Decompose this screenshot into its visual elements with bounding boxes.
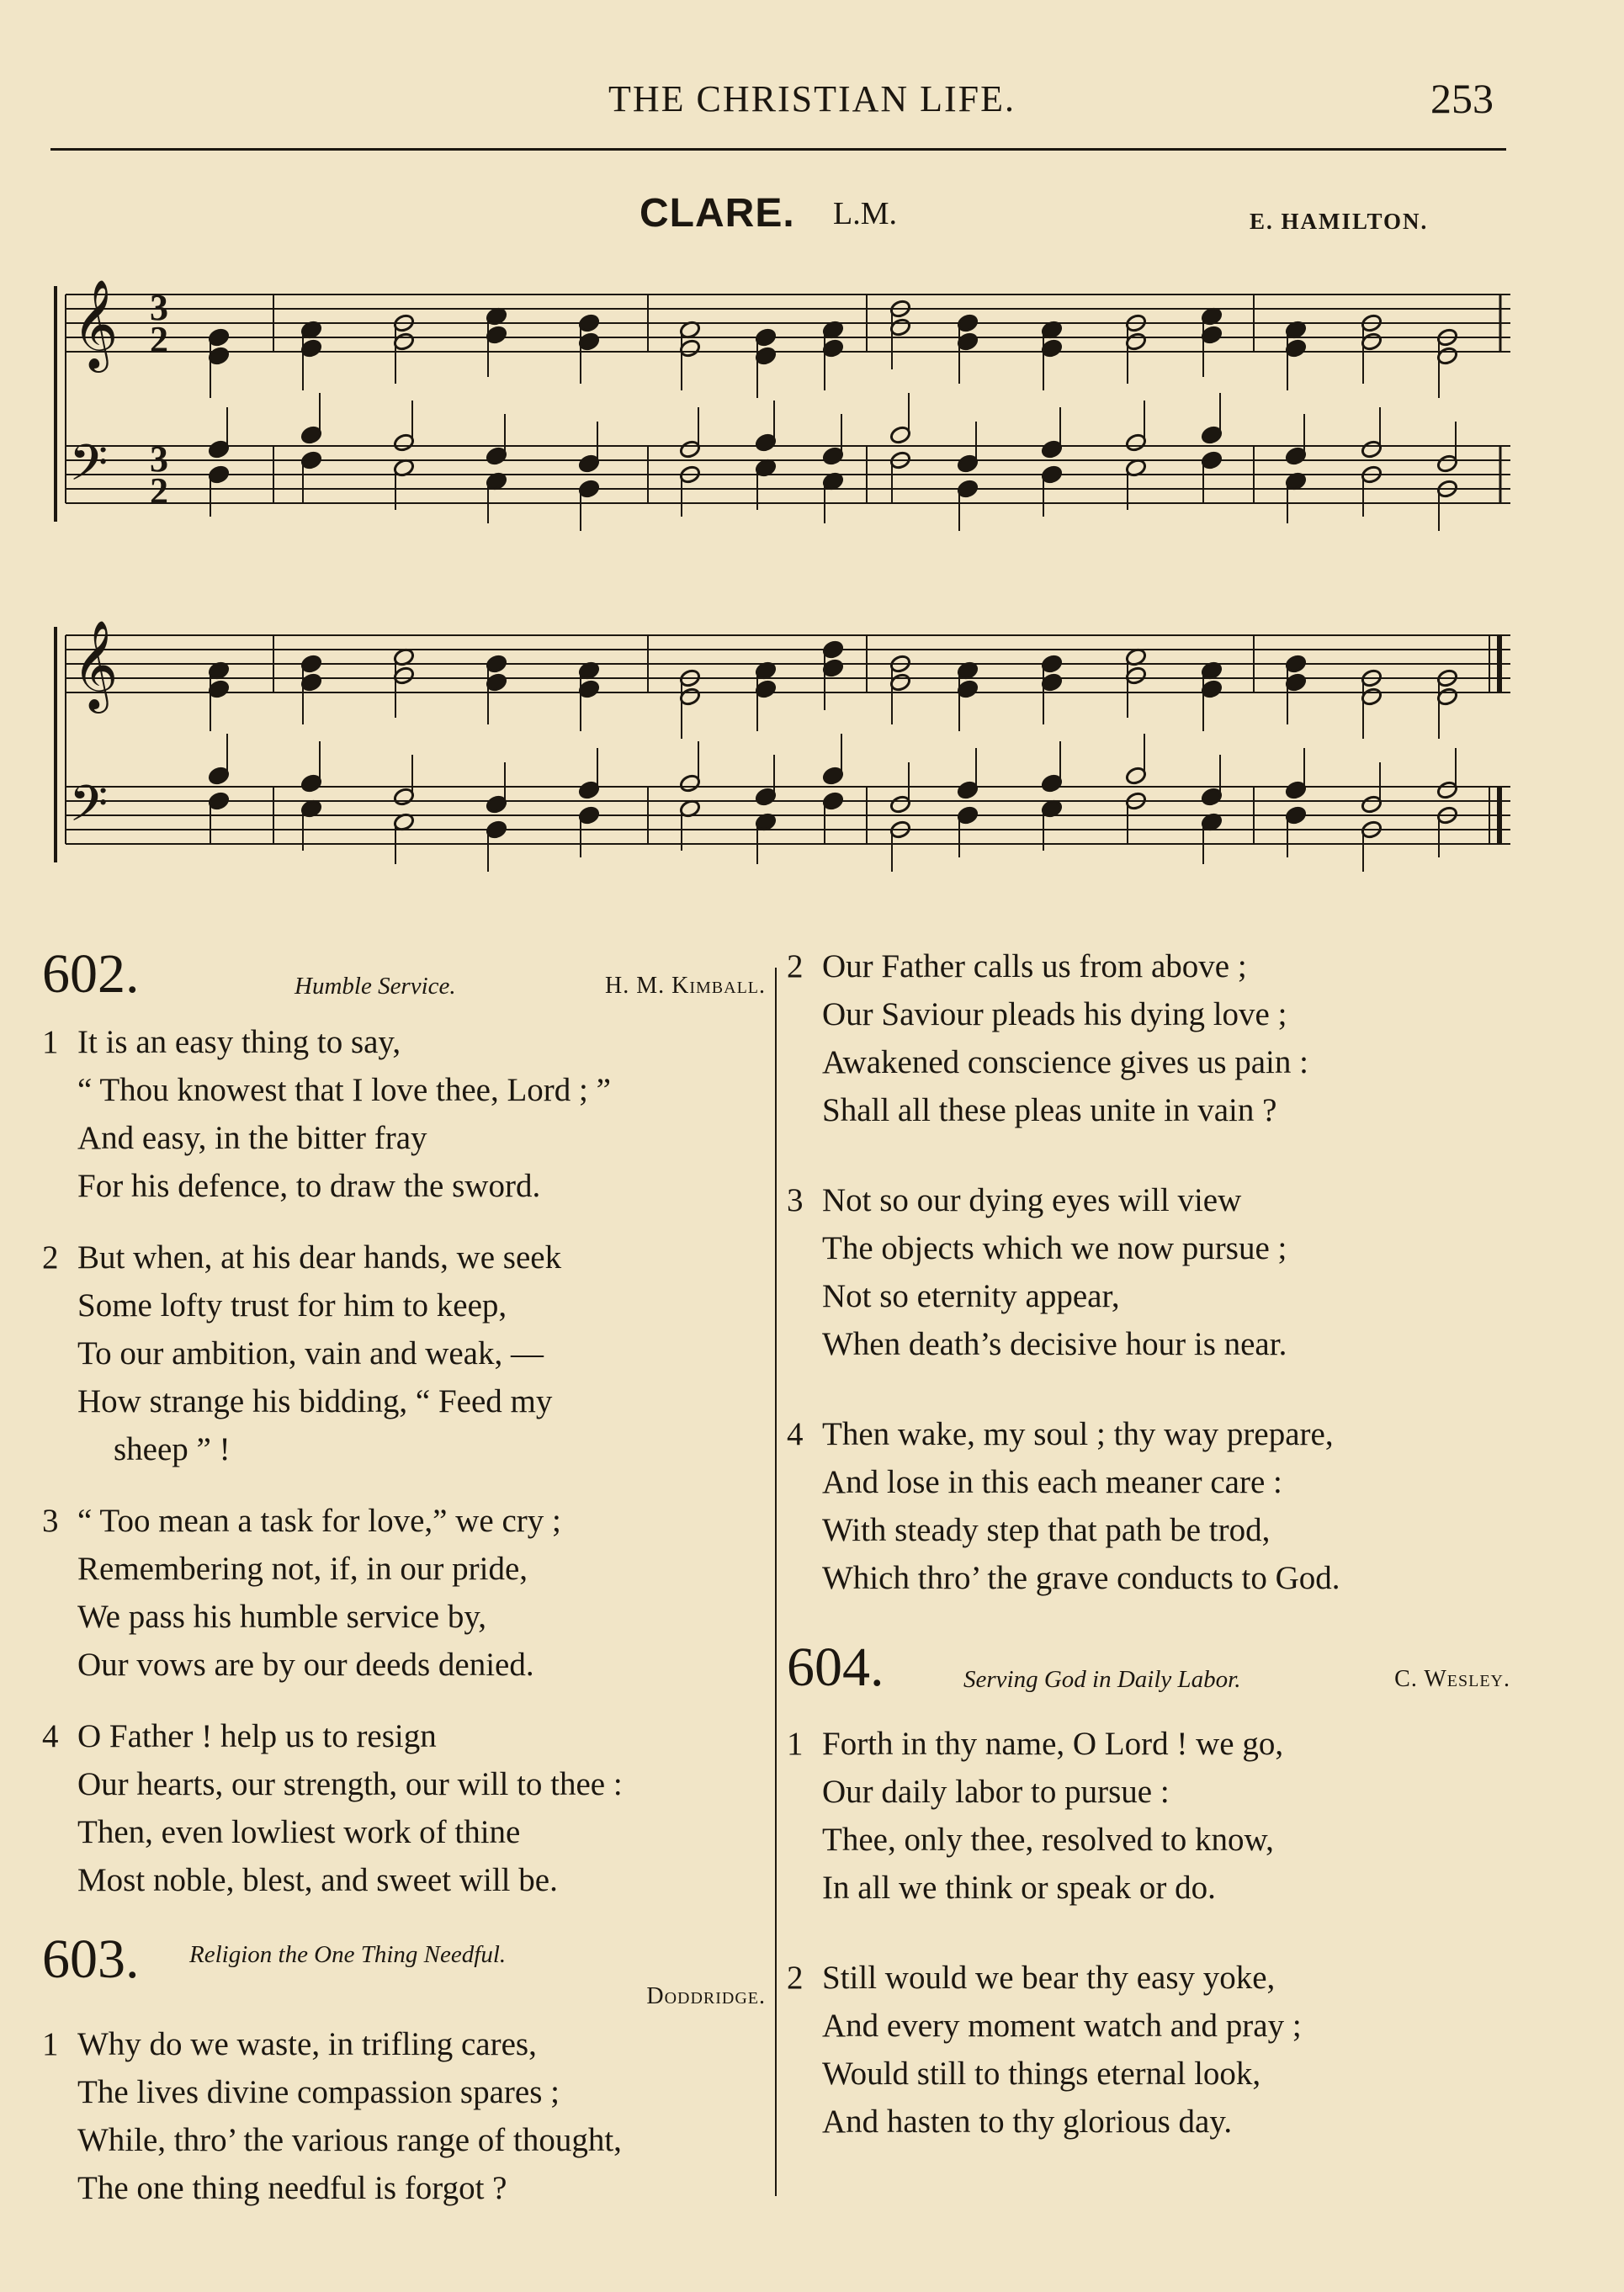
verse-line xyxy=(42,1162,766,1210)
verse-text: Then wake, my soul ; thy way prepare, xyxy=(822,1416,1334,1452)
treble-clef-icon: 𝄞 xyxy=(72,279,119,369)
hymn-603 xyxy=(42,1928,766,2212)
verse-line xyxy=(42,1760,766,1808)
verse-line xyxy=(787,1320,1510,1368)
verse-line xyxy=(787,1038,1510,1086)
verse-text: To our ambition, vain and weak, — xyxy=(77,1335,544,1371)
time-signature-top: 3 xyxy=(150,287,168,328)
verse-text: “ Too mean a task for love,” we cry ; xyxy=(77,1503,561,1539)
stanza-1 xyxy=(42,2020,766,2212)
stanza-number: 2 xyxy=(787,948,804,984)
verse-line xyxy=(42,2020,766,2068)
verse-text: And every moment watch and pray ; xyxy=(822,2008,1302,2044)
verse-line xyxy=(42,1114,766,1162)
verse-line xyxy=(787,1816,1510,1864)
verse-line xyxy=(42,1234,766,1281)
verse-text: Most noble, blest, and sweet will be. xyxy=(77,1862,558,1898)
verse-text: With steady step that path be trod, xyxy=(822,1512,1271,1548)
verse-line xyxy=(787,1458,1510,1506)
stanza-1 xyxy=(787,1720,1510,1912)
verse-line xyxy=(787,1720,1510,1768)
running-head: THE CHRISTIAN LIFE. xyxy=(608,78,1016,119)
verse-text: The lives divine compassion spares ; xyxy=(77,2074,560,2110)
verse-text: Not so our dying eyes will view xyxy=(822,1182,1242,1218)
verse-text: Remembering not, if, in our pride, xyxy=(77,1551,528,1587)
verse-text: Our daily labor to pursue : xyxy=(822,1774,1170,1810)
verse-text: O Father ! help us to resign xyxy=(77,1718,437,1754)
verse-text: In all we think or speak or do. xyxy=(822,1870,1216,1906)
stanza-number: 1 xyxy=(787,1726,804,1762)
bass-clef-icon: 𝄢 xyxy=(69,774,109,845)
verse-line xyxy=(787,1554,1510,1602)
hymn-header xyxy=(787,1636,1510,1720)
stanza-number: 4 xyxy=(787,1416,804,1452)
hymn-603-continued xyxy=(787,942,1510,1602)
left-column xyxy=(42,942,766,2236)
hymn-number: 603. xyxy=(42,1929,140,1990)
stanza-number: 1 xyxy=(42,2026,59,2062)
verse-text: But when, at his dear hands, we seek xyxy=(77,1239,562,1276)
verse-line xyxy=(42,1593,766,1641)
notes xyxy=(208,299,1459,531)
right-column xyxy=(787,942,1510,2169)
hymn-title: Serving God in Daily Labor. xyxy=(963,1666,1241,1693)
verse-line xyxy=(42,1018,766,1066)
verse-line xyxy=(787,1410,1510,1458)
hymn-number: 602. xyxy=(42,943,140,1005)
verse-text: We pass his humble service by, xyxy=(77,1599,487,1635)
verse-text: Not so eternity appear, xyxy=(822,1278,1120,1314)
verse-text: And hasten to thy glorious day. xyxy=(822,2104,1233,2140)
stanza-number: 1 xyxy=(42,1024,59,1060)
verse-text: For his defence, to draw the sword. xyxy=(77,1168,541,1204)
hymn-author: H. M. Kimball. xyxy=(605,973,766,999)
verse-line xyxy=(42,2116,766,2164)
verse-line xyxy=(42,1808,766,1856)
bass-clef-icon: 𝄢 xyxy=(69,433,109,504)
verse-text: Still would we bear thy easy yoke, xyxy=(822,1960,1276,1996)
time-signature-bottom: 2 xyxy=(150,470,168,512)
verse-text: Our hearts, our strength, our will to thee : xyxy=(77,1766,623,1802)
verse-text: “ Thou knowest that I love thee, Lord ; ” xyxy=(77,1072,611,1108)
verse-line xyxy=(42,1856,766,1904)
stanza-number: 3 xyxy=(787,1182,804,1218)
stanza-number: 2 xyxy=(42,1239,59,1276)
stanza-number: 3 xyxy=(42,1503,59,1539)
hymn-number: 604. xyxy=(787,1637,884,1698)
stanza-number: 2 xyxy=(787,1960,804,1996)
music-system-1 xyxy=(50,269,1515,572)
verse-line xyxy=(42,1497,766,1545)
verse-line xyxy=(787,942,1510,990)
stanza-number: 4 xyxy=(42,1718,59,1754)
verse-text: It is an easy thing to say, xyxy=(77,1024,401,1060)
verse-text: The one thing needful is forgot ? xyxy=(77,2170,507,2206)
verse-line xyxy=(787,1954,1510,2002)
verse-text: The objects which we now pursue ; xyxy=(822,1230,1287,1266)
hymn-602 xyxy=(42,942,766,1904)
verse-line xyxy=(787,990,1510,1038)
verse-line xyxy=(787,1224,1510,1272)
music-system-2 xyxy=(50,610,1515,913)
verse-line xyxy=(42,1281,766,1329)
verse-line xyxy=(787,1864,1510,1912)
verse-text: How strange his bidding, “ Feed my xyxy=(77,1383,553,1419)
music-notation xyxy=(50,610,1515,913)
verse-line xyxy=(42,1377,766,1425)
stanza-2 xyxy=(787,942,1510,1134)
verse-line xyxy=(42,1425,766,1473)
time-signature-top: 3 xyxy=(150,438,168,480)
treble-clef-icon: 𝄞 xyxy=(72,619,119,709)
verse-text: Awakened conscience gives us pain : xyxy=(822,1044,1308,1080)
time-signature-bottom: 2 xyxy=(150,319,168,360)
verse-line xyxy=(787,2050,1510,2098)
verse-text: Which thro’ the grave conducts to God. xyxy=(822,1560,1340,1596)
verse-line xyxy=(787,1272,1510,1320)
verse-line xyxy=(787,1086,1510,1134)
hymn-header xyxy=(42,1928,766,2020)
verse-line xyxy=(42,2164,766,2212)
stanza-3 xyxy=(787,1176,1510,1368)
stanza-3 xyxy=(42,1497,766,1689)
page-number: 253 xyxy=(1430,75,1494,122)
stanza-4 xyxy=(787,1410,1510,1602)
verse-text: Why do we waste, in trifling cares, xyxy=(77,2026,537,2062)
hymn-header xyxy=(42,942,766,1018)
verse-text: And easy, in the bitter fray xyxy=(77,1120,427,1156)
verse-text: Our Father calls us from above ; xyxy=(822,948,1247,984)
verse-line xyxy=(787,2002,1510,2050)
verse-text: sheep ” ! xyxy=(114,1431,231,1467)
hymn-author: Doddridge. xyxy=(646,1983,766,2009)
verse-line xyxy=(42,1329,766,1377)
verse-text: Forth in thy name, O Lord ! we go, xyxy=(822,1726,1284,1762)
verse-text: Thee, only thee, resolved to know, xyxy=(822,1822,1274,1858)
verse-text: And lose in this each meaner care : xyxy=(822,1464,1282,1500)
verse-line xyxy=(42,1641,766,1689)
tune-meter: L.M. xyxy=(833,196,897,231)
verse-line xyxy=(787,1506,1510,1554)
notes xyxy=(208,639,1459,872)
hymn-author: C. Wesley. xyxy=(1394,1666,1510,1692)
verse-text: Would still to things eternal look, xyxy=(822,2056,1261,2092)
verse-text: Some lofty trust for him to keep, xyxy=(77,1287,507,1324)
verse-text: Then, even lowliest work of thine xyxy=(77,1814,521,1850)
verse-line xyxy=(787,1768,1510,1816)
header-rule xyxy=(50,148,1506,151)
verse-text: Our Saviour pleads his dying love ; xyxy=(822,996,1287,1032)
stanza-2 xyxy=(42,1234,766,1473)
verse-text: Our vows are by our deeds denied. xyxy=(77,1647,534,1683)
hymn-title: Religion the One Thing Needful. xyxy=(189,1941,507,1968)
hymn-604 xyxy=(787,1636,1510,2146)
verse-line xyxy=(42,1545,766,1593)
verse-line xyxy=(42,2068,766,2116)
stanza-4 xyxy=(42,1712,766,1904)
verse-text: While, thro’ the various range of thought, xyxy=(77,2122,622,2158)
hymn-title: Humble Service. xyxy=(295,973,456,1000)
verse-line xyxy=(42,1712,766,1760)
verse-line xyxy=(787,2098,1510,2146)
verse-line xyxy=(787,1176,1510,1224)
verse-text: Shall all these pleas unite in vain ? xyxy=(822,1092,1277,1128)
verse-text: When death’s decisive hour is near. xyxy=(822,1326,1287,1362)
music-notation xyxy=(50,269,1515,572)
tune-composer: E. HAMILTON. xyxy=(1250,209,1429,234)
verse-line xyxy=(42,1066,766,1114)
column-divider xyxy=(775,968,777,2196)
tune-name: CLARE. xyxy=(640,191,795,236)
stanza-1 xyxy=(42,1018,766,1210)
stanza-2 xyxy=(787,1954,1510,2146)
